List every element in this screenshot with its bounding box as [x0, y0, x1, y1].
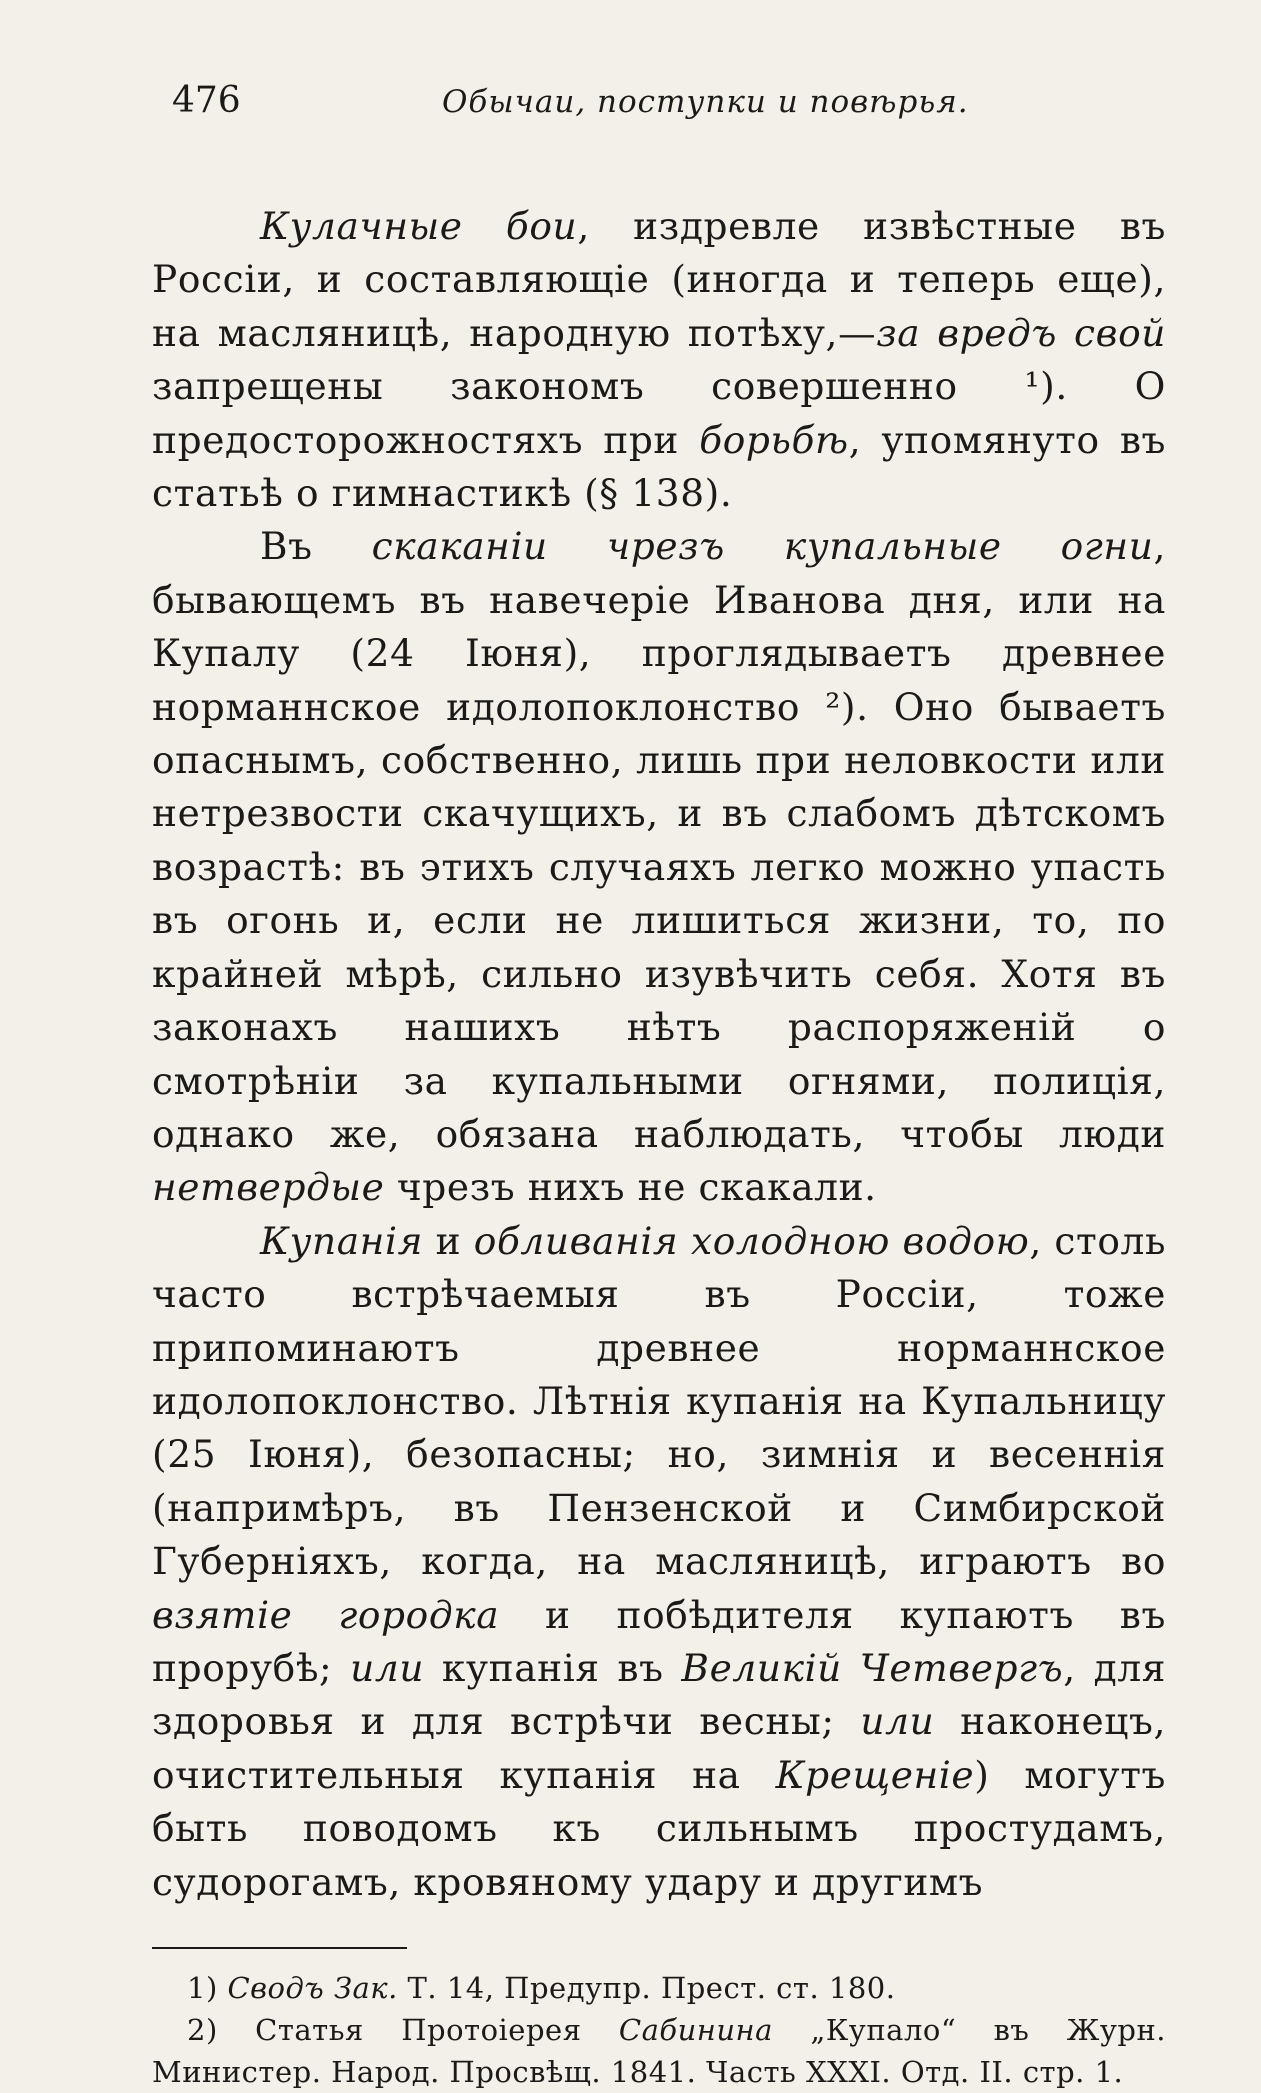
- page-number: 476: [172, 80, 241, 121]
- italic-text: или: [350, 1645, 425, 1690]
- text-run: запрещены закономъ совершенно ¹). О предосторожностяхъ при: [152, 364, 1166, 462]
- italic-text: Великій Четвергъ: [681, 1645, 1064, 1690]
- text-run: и побѣдителя купаютъ въ прорубѣ;: [152, 1592, 1166, 1690]
- italic-text: обливанія холодною водою: [473, 1218, 1030, 1263]
- running-title: Обычаи, поступки и повѣрья.: [442, 84, 969, 120]
- text-run: и: [423, 1218, 474, 1263]
- footnote: [152, 1967, 1166, 2009]
- text-run: , бывающемъ въ навечеріе Иванова дня, или на Купалу (24 Іюня), проглядываетъ древнее норманнское идолопоклонство ²). Оно бываетъ опаснымъ, собственно, лишь при неловкости или нетрезвости скачущихъ, и въ слабомъ дѣтскомъ возрастѣ: въ этихъ случаяхъ легко можно упасть въ огонь и, если не лишиться жизни, то, по крайней мѣрѣ, сильно изувѣчить себя. Хотя въ законахъ нашихъ нѣтъ распоряженій о смотрѣніи за купальными огнями, полиція, однако же, обязана наблюдать, чтобы люди: [152, 524, 1166, 1156]
- italic-text: нетвердые: [152, 1165, 385, 1210]
- paragraph: [152, 1215, 1166, 1909]
- running-head: [152, 80, 1166, 140]
- text-run: 1): [187, 1971, 228, 2005]
- italic-text: борьбѣ: [699, 417, 849, 462]
- paragraph: [152, 200, 1166, 520]
- italic-text: Сабинина: [618, 2013, 773, 2047]
- italic-text: взятіе городка: [152, 1592, 500, 1637]
- italic-text: скаканіи чрезъ купальные огни: [371, 524, 1154, 569]
- italic-text: Крещеніе: [775, 1752, 975, 1797]
- text-run: Въ: [260, 524, 372, 569]
- text-run: , издревле извѣстные въ Россіи, и составляющіе (иногда и теперь еще), на масляницѣ, народную потѣху,—: [152, 204, 1167, 355]
- footnote: [152, 2009, 1166, 2093]
- text-run: 2) Статья Протоіерея: [187, 2013, 619, 2047]
- text-run: ) могутъ быть поводомъ къ сильнымъ простудамъ, судорогамъ, кровяному удару и другимъ: [152, 1752, 1167, 1904]
- italic-text: Сводъ Зак.: [227, 1971, 398, 2005]
- text-run: наконецъ, очистительныя купанія на: [152, 1699, 1166, 1797]
- paragraph: [152, 520, 1166, 1214]
- footnotes: [152, 1967, 1166, 2093]
- text-run: „Купало“ въ Журн. Министер. Народ. Просвѣщ. 1841. Часть XXXI. Отд. II. стр. 1.: [152, 2013, 1167, 2089]
- text-run: , столь часто встрѣчаемыя въ Россіи, тоже припоминаютъ древнее норманнское идолопоклонство. Лѣтнія купанія на Купальницу (25 Іюня), безопасны; но, зимнія и весеннія (напримѣръ, въ Пензенской и Симбирской Губерніяхъ, когда, на масляницѣ, играютъ во: [152, 1218, 1166, 1584]
- italic-text: Купанія: [260, 1218, 424, 1263]
- italic-text: за вредъ свой: [876, 310, 1166, 355]
- text-run: , упомянуто въ статьѣ о гимнастикѣ (§ 138).: [152, 417, 1166, 516]
- footnote-divider: [152, 1947, 407, 1949]
- italic-text: Кулачные бои: [260, 204, 578, 248]
- text-run: , для здоровья и для встрѣчи весны;: [152, 1645, 1166, 1744]
- text-run: купанія въ: [424, 1645, 682, 1690]
- text-run: Т. 14, Предупр. Прест. ст. 180.: [397, 1971, 896, 2005]
- text-run: чрезъ нихъ не скакали.: [384, 1165, 877, 1210]
- italic-text: или: [860, 1699, 935, 1744]
- main-text: [152, 200, 1166, 1909]
